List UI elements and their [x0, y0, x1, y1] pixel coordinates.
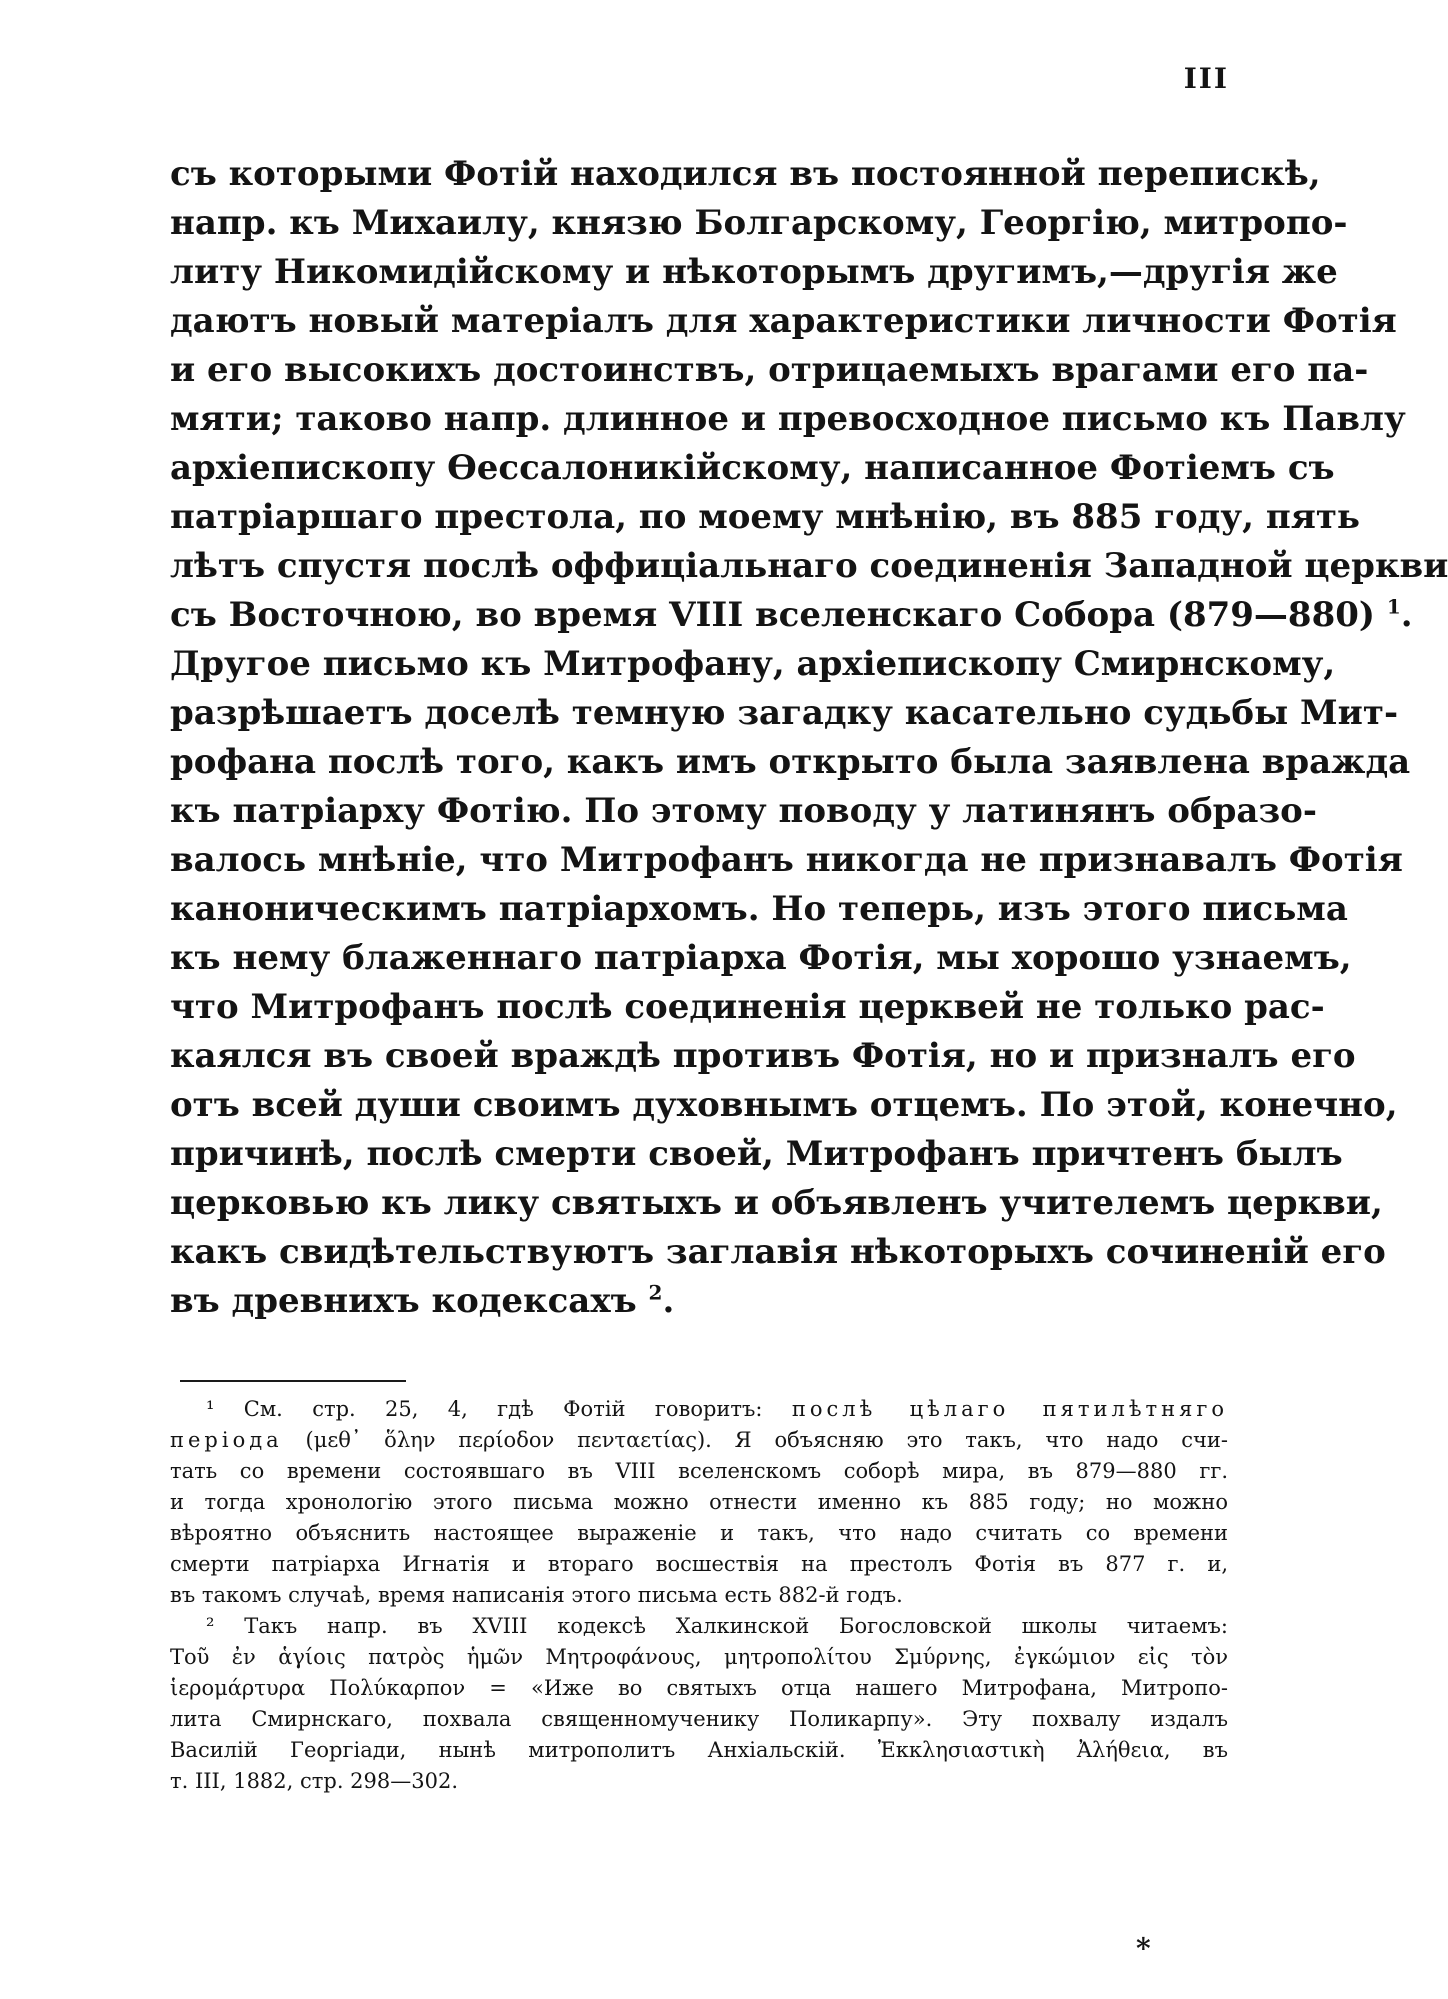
text-line: мяти; таково напр. длинное и превосходное письмо къ Павлу	[170, 399, 1406, 439]
text-line: Другое письмо къ Митрофану, архіепископу Смирнскому,	[170, 644, 1336, 684]
text-line: даютъ новый матеріалъ для характеристики личности Фотія	[170, 301, 1397, 341]
footnote-2-line: т. III, 1882, стр. 298—302.	[170, 1769, 459, 1793]
footnote-1-marker: ¹	[206, 1397, 215, 1421]
text-line: напр. къ Михаилу, князю Болгарскому, Георгію, митропо-	[170, 203, 1348, 243]
text-line-with-footnote-ref	[170, 591, 1413, 640]
page-number: III	[1183, 62, 1229, 95]
footnote-2-line: Τοῦ ἐν ἁγίοις πατρὸς ἡμῶν Μητροφάνους, μητροπολίτου Σμύρνης, ἐγκώμιον εἰς τὸν	[170, 1645, 1228, 1669]
text-line: литу Никомидійскому и нѣкоторымъ другимъ,—другія же	[170, 252, 1338, 292]
footnote-text: Такъ напр. въ XVIII кодексѣ Халкинской Богословской школы читаемъ:	[244, 1614, 1228, 1638]
text-line: къ нему блаженнаго патріарха Фотія, мы хорошо узнаемъ,	[170, 938, 1352, 978]
text-line: каялся въ своей враждѣ противъ Фотія, но и призналъ его	[170, 1036, 1356, 1076]
footnote-2-line	[170, 1611, 1228, 1642]
footnote-ref-2[interactable]: 2	[648, 1280, 663, 1305]
text-line: церковью къ лику святыхъ и объявленъ учителемъ церкви,	[170, 1183, 1383, 1223]
text-line: что Митрофанъ послѣ соединенія церквей не только рас-	[170, 987, 1325, 1027]
text-line: и его высокихъ достоинствъ, отрицаемыхъ врагами его па-	[170, 350, 1369, 390]
footnote-1-line	[170, 1394, 1228, 1425]
text-line: валось мнѣніе, что Митрофанъ никогда не признавалъ Фотія	[170, 840, 1403, 880]
footnotes	[170, 1394, 1228, 1797]
text-line: причинѣ, послѣ смерти своей, Митрофанъ причтенъ былъ	[170, 1134, 1343, 1174]
text-line: рофана послѣ того, какъ имъ открыто была заявлена вражда	[170, 742, 1411, 782]
footnote-emphasis: періода	[170, 1428, 283, 1452]
text-line-with-footnote-ref	[170, 1277, 1230, 1326]
footnote-1-line: смерти патріарха Игнатія и втораго восшествія на престолъ Фотія въ 877 г. и,	[170, 1552, 1228, 1576]
footnote-text: (μεθ᾽ ὅλην περίοδον πενταετίας). Я объясняю это такъ, что надо счи-	[282, 1428, 1228, 1452]
text-line: какъ свидѣтельствуютъ заглавія нѣкоторыхъ сочиненій его	[170, 1232, 1386, 1272]
footnote-1-line: и тогда хронологію этого письма можно отнести именно къ 885 году; но можно	[170, 1490, 1228, 1514]
text-line: каноническимъ патріархомъ. Но теперь, изъ этого письма	[170, 889, 1348, 929]
period: .	[662, 1281, 675, 1321]
main-text	[170, 150, 1448, 1326]
text-line: патріаршаго престола, по моему мнѣнію, въ 885 году, пять	[170, 497, 1360, 537]
text-line: отъ всей души своимъ духовнымъ отцемъ. По этой, конечно,	[170, 1085, 1398, 1125]
footnote-ref-1[interactable]: 1	[1386, 594, 1401, 619]
footnote-2-line: ἱερομάρτυρα Πολύκαρπον = «Иже во святыхъ отца нашего Митрофана, Митропо-	[170, 1676, 1228, 1700]
footnote-2-line: Василій Георгіади, нынѣ митрополитъ Анхіальскій. Ἐκκλησιαστικὴ Ἀλήθεια, въ	[170, 1738, 1228, 1762]
text-line: архіепископу Өессалоникійскому, написанное Фотіемъ съ	[170, 448, 1335, 488]
footnote-2-line: лита Смирнскаго, похвала священномученику Поликарпу». Эту похвалу издалъ	[170, 1707, 1228, 1731]
text-line: къ патріарху Фотію. По этому поводу у латинянъ образо-	[170, 791, 1317, 831]
text-line: лѣтъ спустя послѣ оффиціальнаго соединенія Западной церкви	[170, 546, 1448, 586]
footnote-1-line: вѣроятно объяснить настоящее выраженіе и такъ, что надо считать со времени	[170, 1521, 1228, 1545]
text-segment: въ древнихъ кодексахъ	[170, 1281, 637, 1321]
signature-mark: *	[1136, 1932, 1151, 1965]
footnote-1-line: тать со времени состоявшаго въ VIII вселенскомъ соборѣ мира, въ 879—880 гг.	[170, 1459, 1228, 1483]
text-line: разрѣшаетъ доселѣ темную загадку касательно судьбы Мит-	[170, 693, 1399, 733]
footnote-1-line	[170, 1425, 1228, 1456]
footnote-1-line: въ такомъ случаѣ, время написанія этого письма есть 882-й годъ.	[170, 1583, 903, 1607]
footnote-text: См. стр. 25, 4, гдѣ Фотій говоритъ:	[243, 1397, 792, 1421]
footnote-separator	[180, 1380, 406, 1382]
period: .	[1400, 595, 1413, 635]
text-line: съ которыми Фотій находился въ постоянной перепискѣ,	[170, 154, 1321, 194]
text-segment: съ Восточною, во время VIII вселенскаго Собора (879—880)	[170, 595, 1375, 635]
footnote-2-marker: ²	[206, 1614, 215, 1638]
footnote-emphasis: послѣ цѣлаго пятилѣтняго	[791, 1397, 1228, 1421]
